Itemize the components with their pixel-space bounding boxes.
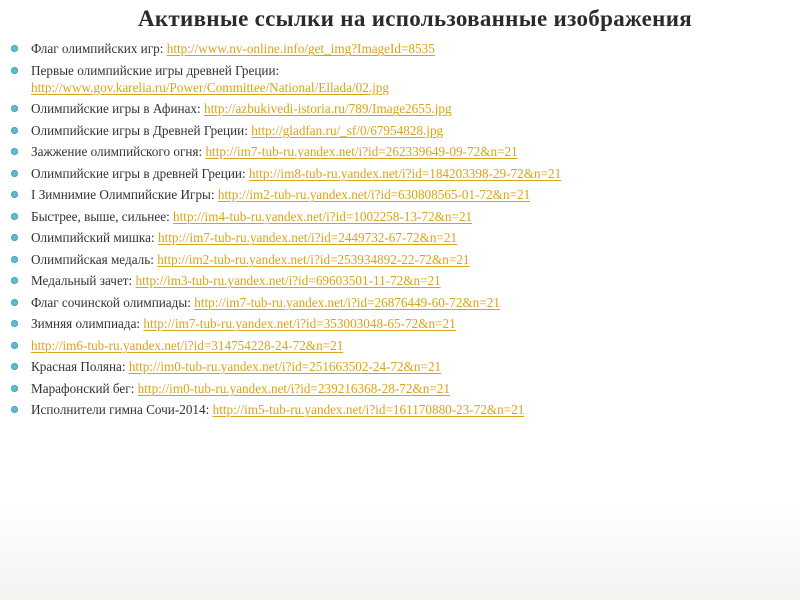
list-item [0,100,790,117]
reference-list [0,40,790,423]
reference-link[interactable]: http://azbukivedi-istoria.ru/789/Image2655.jpg [203,101,452,116]
list-item [0,208,790,225]
reference-link[interactable]: http://www.gov.karelia.ru/Power/Committee/National/Ellada/02.jpg [31,79,389,95]
reference-link[interactable]: http://im8-tub-ru.yandex.net/i?id=184203398-29-72&n=21 [248,165,562,181]
reference-link[interactable]: http://www.nv-online.info/get_img?ImageId=8535 [166,41,435,56]
bullet-icon [11,256,18,263]
bullet-icon [11,406,18,413]
reference-link[interactable]: http://im7-tub-ru.yandex.net/i?id=2449732-67-72&n=21 [157,230,458,245]
item-text: Флаг олимпийских игр: [31,41,167,56]
bullet-icon [11,170,18,177]
reference-link[interactable]: http://im2-tub-ru.yandex.net/i?id=253934892-22-72&n=21 [157,251,470,267]
list-item [0,358,790,375]
list-item [0,380,790,397]
bullet-icon [11,45,18,52]
reference-link[interactable]: http://im5-tub-ru.yandex.net/i?id=161170880-23-72&n=21 [212,402,525,417]
reference-link[interactable]: http://im7-tub-ru.yandex.net/i?id=353003048-65-72&n=21 [143,316,456,331]
item-text: Медальный зачет: [31,273,136,288]
list-item [0,251,790,268]
list-item [0,40,790,57]
reference-link[interactable]: http://im6-tub-ru.yandex.net/i?id=314754228-24-72&n=21 [31,337,344,353]
reference-link[interactable]: http://im0-tub-ru.yandex.net/i?id=251663502-24-72&n=21 [128,359,442,374]
list-item [0,337,790,354]
item-text: I Зимнимие Олимпийские Игры: [31,187,218,202]
bullet-icon [11,191,18,198]
reference-link[interactable]: http://im4-tub-ru.yandex.net/i?id=1002258-13-72&n=21 [173,208,473,224]
bullet-icon [11,105,18,112]
item-text: Исполнители гимна Сочи-2014: [31,402,213,417]
bullet-icon [11,320,18,327]
reference-link[interactable]: http://gladfan.ru/_sf/0/67954828.jpg [251,122,444,138]
list-item [0,62,790,96]
reference-link[interactable]: http://im7-tub-ru.yandex.net/i?id=26876449-60-72&n=21 [194,294,500,310]
bullet-icon [11,385,18,392]
bullet-icon [11,127,18,134]
item-text: Олимпийские игры в Афинах: [31,101,204,116]
list-item [0,229,790,246]
reference-link[interactable]: http://im0-tub-ru.yandex.net/i?id=239216368-28-72&n=21 [137,380,450,396]
bullet-icon [11,213,18,220]
item-text: Первые олимпийские игры древней Греции: [31,62,280,78]
list-item [0,186,790,203]
item-text: Олимпийские игры в Древней Греции: [31,122,252,138]
slide-title: Активные ссылки на использованные изображения [137,6,693,31]
reference-link[interactable]: http://im7-tub-ru.yandex.net/i?id=262339649-09-72&n=21 [205,144,518,159]
bullet-icon [11,234,18,241]
bullet-icon [11,67,18,74]
item-text: Олимпийские игры в древней Греции: [31,165,249,181]
item-text: Марафонский бег: [31,380,138,396]
item-text: Зимняя олимпиада: [31,316,144,331]
list-item [0,122,790,139]
list-item [0,315,790,332]
item-text: Быстрее, выше, сильнее: [31,208,174,224]
item-text: Олимпийский мишка: [31,230,158,245]
bullet-icon [11,342,18,349]
list-item [0,143,790,160]
list-item [0,165,790,182]
item-text: Зажжение олимпийского огня: [31,144,206,159]
bullet-icon [11,299,18,306]
list-item [0,272,790,289]
item-text: Флаг сочинской олимпиады: [31,294,195,310]
bullet-icon [11,363,18,370]
reference-link[interactable]: http://im2-tub-ru.yandex.net/i?id=630808565-01-72&n=21 [217,187,531,202]
list-item [0,401,790,418]
bullet-icon [11,148,18,155]
list-item [0,294,790,311]
item-text: Красная Поляна: [31,359,129,374]
bullet-icon [11,277,18,284]
item-text: Олимпийская медаль: [31,251,158,267]
reference-link[interactable]: http://im3-tub-ru.yandex.net/i?id=69603501-11-72&n=21 [135,273,441,288]
